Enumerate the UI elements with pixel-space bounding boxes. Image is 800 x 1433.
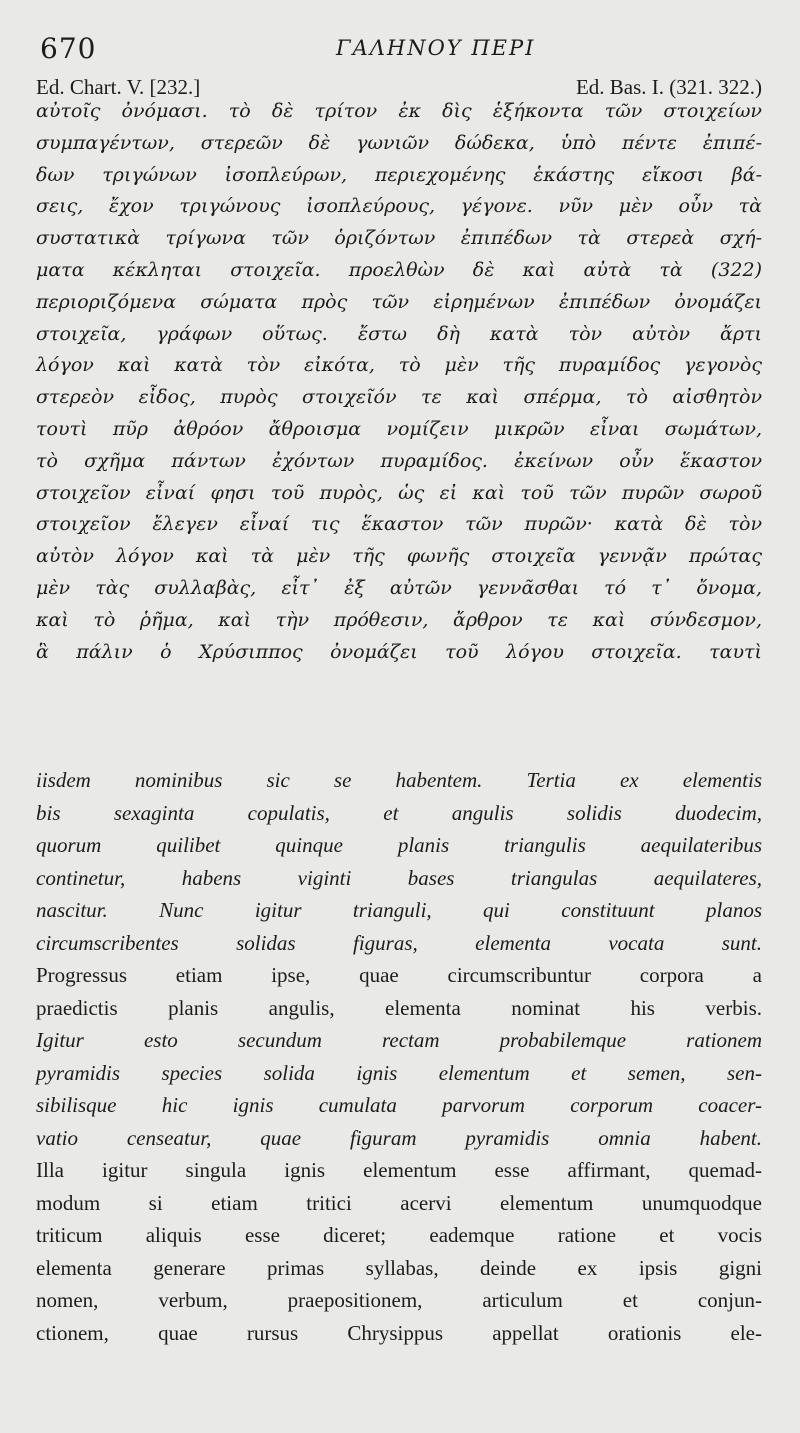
- latin-text-line: vatio censeatur, quae figuram pyramidis omnia habent.: [36, 1125, 762, 1150]
- latin-text-line: continetur, habens viginti bases triangulas aequilateres,: [36, 865, 762, 890]
- latin-text-line: elementa generare primas syllabas, deinde ex ipsis gigni: [36, 1255, 762, 1280]
- latin-text-line: praedictis planis angulis, elementa nominat his verbis.: [36, 995, 762, 1020]
- latin-text-line: Illa igitur singula ignis elementum esse affirmant, quemad-: [36, 1158, 762, 1182]
- greek-text-line: στοιχεῖον ἔλεγεν εἶναί τις ἕκαστον τῶν πυρῶν· κατὰ δὲ τὸν: [36, 513, 762, 536]
- latin-text-line: circumscribentes solidas figuras, elementa vocata sunt.: [36, 930, 762, 955]
- greek-text-line: τὸ σχῆμα πάντων ἐχόντων πυραμίδος. ἐκείνων οὖν ἕκαστον: [36, 449, 762, 472]
- edition-ref-basel: Ed. Bas. I. (321. 322.): [575, 75, 762, 99]
- running-title: ΓΑΛΗΝΟΥ ΠΕΡΙ: [336, 36, 536, 60]
- greek-text-line: μὲν τὰς συλλαβὰς, εἶτ᾽ ἐξ αὐτῶν γεννᾶσθαι τό τ᾽ ὄνομα,: [36, 576, 762, 599]
- greek-text-line: τουτὶ πῦρ ἀθρόον ἄθροισμα νομίζειν μικρῶν εἶναι σωμάτων,: [36, 417, 762, 440]
- edition-ref-chartier: Ed. Chart. V. [232.]: [36, 75, 201, 99]
- latin-text-line: triticum aliquis esse diceret; eademque ratione et vocis: [36, 1223, 762, 1247]
- latin-text-line: modum si etiam tritici acervi elementum unumquodque: [36, 1190, 762, 1215]
- greek-text-line: δων τριγώνων ἰσοπλεύρων, περιεχομένης ἑκάστης εἴκοσι βά-: [36, 163, 762, 186]
- latin-text-line: ctionem, quae rursus Chrysippus appellat orationis ele-: [36, 1320, 762, 1345]
- greek-text-line: στερεὸν εἶδος, πυρὸς στοιχεῖόν τε καὶ σπέρμα, τὸ αἰσθητὸν: [36, 386, 762, 409]
- greek-text-line: καὶ τὸ ῥῆμα, καὶ τὴν πρόθεσιν, ἄρθρον τε καὶ σύνδεσμον,: [36, 608, 762, 631]
- greek-text-line: αὐτὸν λόγον καὶ τὰ μὲν τῆς φωνῆς στοιχεῖα γεννᾷν πρώτας: [36, 545, 762, 568]
- greek-text-line: στοιχεῖον εἶναί φησι τοῦ πυρὸς, ὡς εἰ καὶ τοῦ τῶν πυρῶν σωροῦ: [36, 481, 762, 504]
- latin-text-line: Igitur esto secundum rectam probabilemque rationem: [36, 1028, 762, 1052]
- latin-text-line: nomen, verbum, praepositionem, articulum et conjun-: [36, 1288, 762, 1312]
- greek-text-line: ἃ πάλιν ὁ Χρύσιππος ὀνομάζει τοῦ λόγου στοιχεῖα. ταυτὶ: [36, 640, 762, 663]
- greek-text-line: στοιχεῖα, γράφων οὕτως. ἔστω δὴ κατὰ τὸν αὐτὸν ἄρτι: [36, 322, 762, 345]
- latin-text-line: pyramidis species solida ignis elementum et semen, sen-: [36, 1060, 762, 1085]
- latin-text-line: sibilisque hic ignis cumulata parvorum corporum coacer-: [36, 1093, 762, 1117]
- greek-text-block: [36, 96, 762, 668]
- greek-text-line: συμπαγέντων, στερεῶν δὲ γωνιῶν δώδεκα, ὑπὸ πέντε ἐπιπέ-: [36, 131, 762, 154]
- page-number: 670: [40, 32, 97, 65]
- latin-text-line: Progressus etiam ipse, quae circumscribuntur corpora a: [36, 963, 762, 987]
- greek-text-line: περιοριζόμενα σώματα πρὸς τῶν εἰρημένων ἐπιπέδων ὀνομάζει: [36, 290, 762, 313]
- greek-text-line: λόγον καὶ κατὰ τὸν εἰκότα, τὸ μὲν τῆς πυραμίδος γεγονὸς: [36, 354, 762, 377]
- greek-text-line: αὐτοῖς ὀνόμασι. τὸ δὲ τρίτον ἐκ δὶς ἑξήκοντα τῶν στοιχείων: [36, 100, 762, 122]
- greek-text-line: ματα κέκληται στοιχεῖα. προελθὼν δὲ καὶ αὐτὰ τὰ (322): [36, 258, 762, 281]
- greek-text-line: σεις, ἔχον τριγώνους ἰσοπλεύρους, γέγονε. νῦν μὲν οὖν τὰ: [36, 195, 762, 218]
- latin-text-line: iisdem nominibus sic se habentem. Tertia ex elementis: [36, 768, 762, 792]
- greek-text-line: συστατικὰ τρίγωνα τῶν ὁριζόντων ἐπιπέδων τὰ στερεὰ σχή-: [36, 227, 762, 250]
- latin-text-line: quorum quilibet quinque planis triangulis aequilateribus: [36, 833, 762, 857]
- latin-text-line: bis sexaginta copulatis, et angulis solidis duodecim,: [36, 800, 762, 825]
- latin-text-line: nascitur. Nunc igitur trianguli, qui constituunt planos: [36, 898, 762, 922]
- latin-text-block: [36, 764, 762, 1349]
- page-header: [36, 30, 764, 70]
